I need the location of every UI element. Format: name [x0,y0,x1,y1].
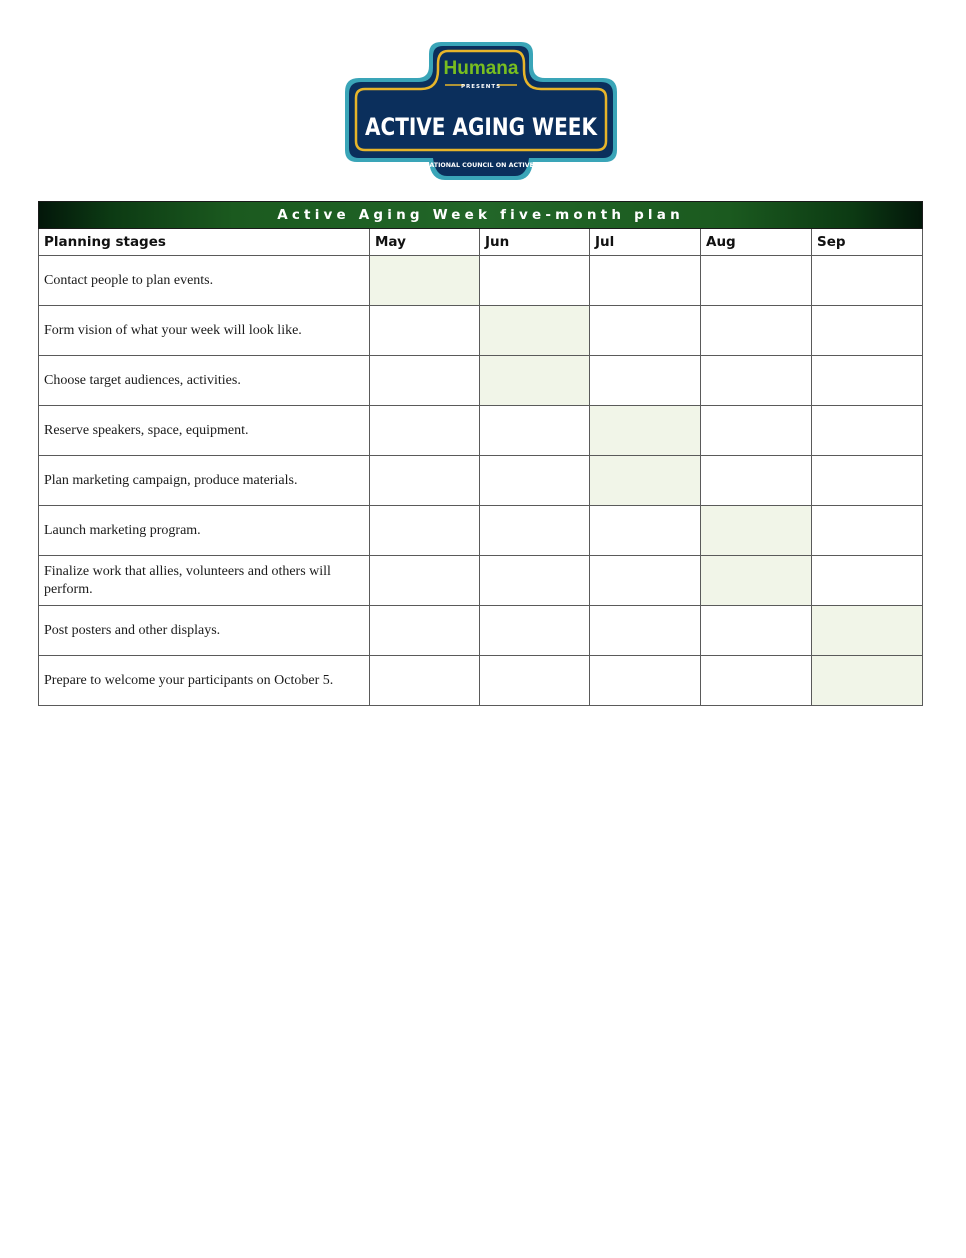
scheduled-month-cell [370,256,480,306]
month-cell [370,656,480,706]
scheduled-month-cell [480,306,590,356]
table-row [39,656,923,706]
stage-column-header: Planning stages [39,229,370,256]
month-cell [812,506,923,556]
stage-cell: Launch marketing program. [39,506,370,556]
table-row [39,556,923,606]
stage-cell: Plan marketing campaign, produce materials. [39,456,370,506]
month-cell [480,406,590,456]
month-cell [480,456,590,506]
table-title: Active Aging Week five-month plan [39,202,923,229]
month-cell [701,356,812,406]
month-cell [701,256,812,306]
month-cell [812,356,923,406]
month-cell [370,406,480,456]
month-cell [701,656,812,706]
month-cell [590,606,701,656]
month-cell [812,306,923,356]
stage-cell: Form vision of what your week will look like. [39,306,370,356]
scheduled-month-cell [480,356,590,406]
month-cell [701,406,812,456]
month-cell [812,406,923,456]
scheduled-month-cell [701,506,812,556]
table-body [39,256,923,706]
scheduled-month-cell [812,606,923,656]
month-header-may: May [370,229,480,256]
table-row [39,456,923,506]
month-cell [370,356,480,406]
month-header-jun: Jun [480,229,590,256]
month-cell [370,456,480,506]
stage-cell: Choose target audiences, activities. [39,356,370,406]
month-cell [480,506,590,556]
month-cell [590,306,701,356]
logo-title: ACTIVE AGING WEEK [365,113,599,141]
month-cell [480,656,590,706]
month-cell [370,556,480,606]
month-cell [370,606,480,656]
scheduled-month-cell [701,556,812,606]
month-cell [480,256,590,306]
month-cell [701,606,812,656]
stage-cell: Prepare to welcome your participants on October 5. [39,656,370,706]
five-month-plan-table [38,201,923,706]
table-row [39,306,923,356]
table-row [39,356,923,406]
stage-cell: Post posters and other displays. [39,606,370,656]
month-cell [480,606,590,656]
month-cell [480,556,590,606]
month-cell [590,656,701,706]
header-row [39,229,923,256]
month-cell [590,506,701,556]
month-cell [701,456,812,506]
month-cell [812,256,923,306]
table-row [39,256,923,306]
month-cell [590,256,701,306]
logo-brand: Humana [443,58,519,79]
scheduled-month-cell [590,456,701,506]
month-cell [370,506,480,556]
active-aging-week-logo [341,38,621,183]
table-row [39,506,923,556]
stage-cell: Reserve speakers, space, equipment. [39,406,370,456]
month-cell [812,456,923,506]
month-header-jul: Jul [590,229,701,256]
month-cell [701,306,812,356]
logo-presents: PRESENTS [460,84,502,90]
month-header-sep: Sep [812,229,923,256]
table-row [39,606,923,656]
month-cell [590,556,701,606]
month-cell [590,356,701,406]
month-header-aug: Aug [701,229,812,256]
scheduled-month-cell [812,656,923,706]
month-cell [812,556,923,606]
stage-cell: Contact people to plan events. [39,256,370,306]
scheduled-month-cell [590,406,701,456]
table-row [39,406,923,456]
month-cell [370,306,480,356]
stage-cell: Finalize work that allies, volunteers and others will perform. [39,556,370,606]
logo-org: INTERNATIONAL COUNCIL ON ACTIVE AGING [403,161,559,169]
